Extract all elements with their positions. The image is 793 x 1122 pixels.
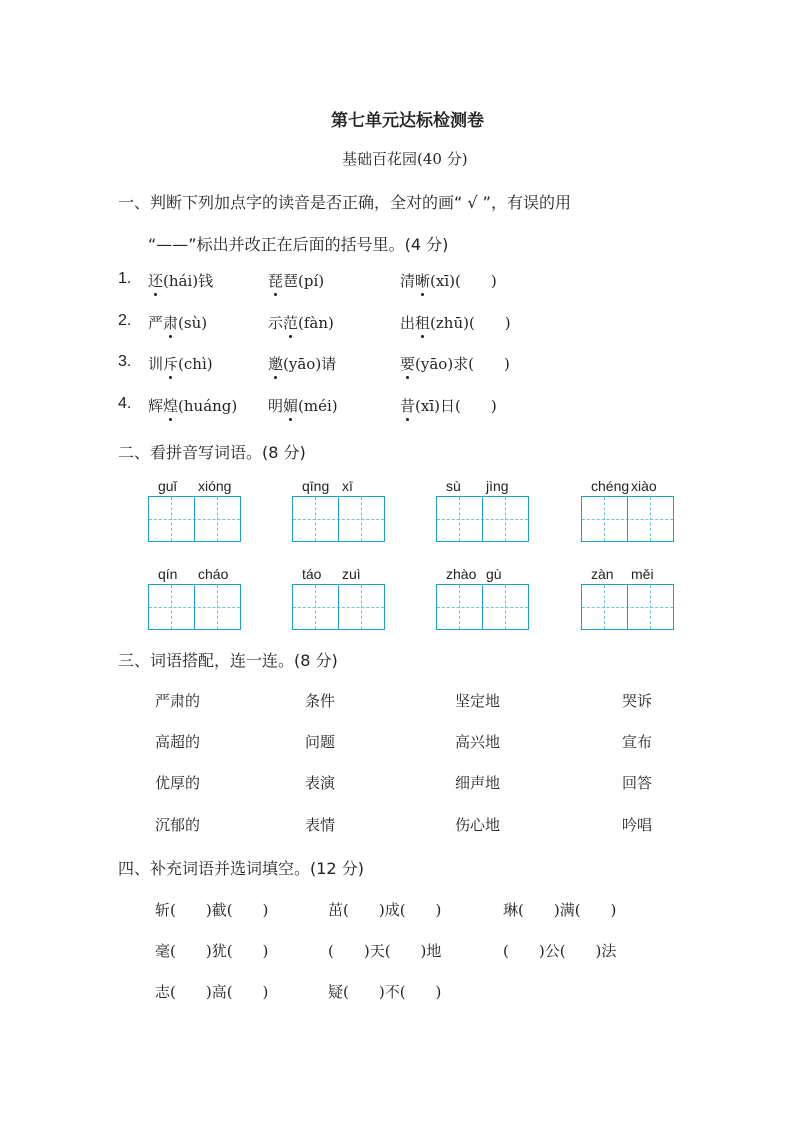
guide-line xyxy=(171,497,172,541)
match-word[interactable]: 坚定地 xyxy=(455,692,501,710)
pinyin-answer[interactable]: (chì) xyxy=(178,355,213,373)
character-writing-box[interactable] xyxy=(292,584,385,630)
pinyin-label: chéng xyxy=(591,478,630,494)
guide-line xyxy=(315,497,316,541)
pinyin-label: xióng xyxy=(198,478,232,494)
section2-heading: 二、看拼音写词语。(8 分) xyxy=(118,443,306,462)
pronunciation-item xyxy=(400,312,511,333)
pinyin-label: zhào xyxy=(446,566,477,582)
pinyin-label: qīng xyxy=(302,478,330,494)
dotted-character: 租 xyxy=(415,314,431,332)
idiom-blank[interactable]: ( )公( )法 xyxy=(503,942,617,960)
word-prefix: 示 xyxy=(268,314,284,332)
match-word[interactable]: 回答 xyxy=(622,774,653,792)
character-writing-box[interactable] xyxy=(148,584,241,630)
pinyin-answer[interactable]: (yāo)求( ) xyxy=(415,355,510,373)
box-divider xyxy=(482,497,483,541)
pronunciation-item xyxy=(268,270,324,291)
match-word[interactable]: 吟唱 xyxy=(622,816,653,834)
pinyin-answer[interactable]: (zhū)( ) xyxy=(430,314,511,332)
section4-heading: 四、补充词语并选词填空。(12 分) xyxy=(118,859,364,878)
match-word[interactable]: 条件 xyxy=(305,692,336,710)
idiom-blank[interactable]: 疑( )不( ) xyxy=(328,983,442,1001)
question-number: 3. xyxy=(118,353,132,370)
pronunciation-item xyxy=(148,270,213,291)
dotted-character: 还 xyxy=(148,272,164,290)
character-writing-box[interactable] xyxy=(436,496,529,542)
pronunciation-item xyxy=(268,395,338,416)
word-prefix: 严 xyxy=(148,314,164,332)
pronunciation-item xyxy=(148,312,207,333)
word-prefix: 辉 xyxy=(148,397,164,415)
pinyin-label: měi xyxy=(631,566,654,582)
match-word[interactable]: 哭诉 xyxy=(622,692,653,710)
match-word[interactable]: 高兴地 xyxy=(455,733,501,751)
pinyin-label: qín xyxy=(158,566,178,582)
guide-line xyxy=(604,497,605,541)
pinyin-answer[interactable]: (fàn) xyxy=(298,314,334,332)
match-word[interactable]: 伤心地 xyxy=(455,816,501,834)
pinyin-label: xiào xyxy=(631,478,657,494)
box-divider xyxy=(194,497,195,541)
pinyin-label: xī xyxy=(342,478,353,494)
question-number: 4. xyxy=(118,395,132,412)
pinyin-answer[interactable]: 琶(pí) xyxy=(283,272,325,290)
idiom-blank[interactable]: 茁( )成( ) xyxy=(328,901,442,919)
section1-heading: 一、判断下列加点字的读音是否正确，全对的画“ √ ”，有误的用 xyxy=(118,193,571,212)
match-word[interactable]: 严肃的 xyxy=(155,692,201,710)
guide-line xyxy=(505,585,506,629)
pinyin-label: táo xyxy=(302,566,322,582)
pinyin-answer[interactable]: (méi) xyxy=(298,397,338,415)
dotted-character: 琵 xyxy=(268,272,284,290)
idiom-blank[interactable]: 斩( )截( ) xyxy=(155,901,269,919)
question-number: 2. xyxy=(118,312,132,329)
pinyin-label: gù xyxy=(486,566,502,582)
dotted-character: 煌 xyxy=(163,397,179,415)
pinyin-label: guǐ xyxy=(158,478,177,494)
character-writing-box[interactable] xyxy=(436,584,529,630)
pinyin-answer[interactable]: (sù) xyxy=(178,314,208,332)
box-divider xyxy=(338,497,339,541)
word-prefix: 出 xyxy=(400,314,416,332)
box-divider xyxy=(627,497,628,541)
match-word[interactable]: 沉郁的 xyxy=(155,816,201,834)
idiom-blank[interactable]: 志( )高( ) xyxy=(155,983,269,1001)
idiom-blank[interactable]: 琳( )满( ) xyxy=(503,901,617,919)
character-writing-box[interactable] xyxy=(581,584,674,630)
pinyin-label: zàn xyxy=(591,566,614,582)
pinyin-answer[interactable]: (hái)钱 xyxy=(163,272,214,290)
pinyin-answer[interactable]: (xī)( ) xyxy=(430,272,497,290)
guide-line xyxy=(650,585,651,629)
guide-line xyxy=(650,497,651,541)
guide-line xyxy=(459,585,460,629)
idiom-blank[interactable]: 毫( )犹( ) xyxy=(155,942,269,960)
dotted-character: 斥 xyxy=(163,355,179,373)
dotted-character: 媚 xyxy=(283,397,299,415)
page-title: 第七单元达标检测卷 xyxy=(331,111,484,131)
character-writing-box[interactable] xyxy=(148,496,241,542)
pronunciation-item xyxy=(148,395,237,416)
pronunciation-item xyxy=(268,312,334,333)
character-writing-box[interactable] xyxy=(581,496,674,542)
idiom-blank[interactable]: ( )天( )地 xyxy=(328,942,442,960)
pinyin-label: sù xyxy=(446,478,461,494)
guide-line xyxy=(315,585,316,629)
box-divider xyxy=(338,585,339,629)
pinyin-answer[interactable]: (huáng) xyxy=(178,397,238,415)
match-word[interactable]: 优厚的 xyxy=(155,774,201,792)
guide-line xyxy=(604,585,605,629)
section3-heading: 三、词语搭配，连一连。(8 分) xyxy=(118,651,338,670)
dotted-character: 邀 xyxy=(268,355,284,373)
guide-line xyxy=(217,585,218,629)
guide-line xyxy=(459,497,460,541)
pronunciation-item xyxy=(400,395,497,416)
box-divider xyxy=(482,585,483,629)
question-number: 1. xyxy=(118,270,132,287)
character-writing-box[interactable] xyxy=(292,496,385,542)
pronunciation-item xyxy=(148,353,213,374)
match-word[interactable]: 问题 xyxy=(305,733,336,751)
pinyin-answer[interactable]: (yāo)请 xyxy=(283,355,337,373)
dotted-character: 要 xyxy=(400,355,416,373)
word-prefix: 训 xyxy=(148,355,164,373)
match-word[interactable]: 细声地 xyxy=(455,774,501,792)
pinyin-label: jìng xyxy=(486,478,509,494)
match-word[interactable]: 表演 xyxy=(305,774,336,792)
word-prefix: 明 xyxy=(268,397,284,415)
box-divider xyxy=(194,585,195,629)
match-word[interactable]: 宣布 xyxy=(622,733,653,751)
pronunciation-item xyxy=(400,353,510,374)
pronunciation-item xyxy=(268,353,336,374)
match-word[interactable]: 表情 xyxy=(305,816,336,834)
match-word[interactable]: 高超的 xyxy=(155,733,201,751)
pronunciation-item xyxy=(400,270,497,291)
guide-line xyxy=(217,497,218,541)
word-prefix: 清 xyxy=(400,272,416,290)
dotted-character: 范 xyxy=(283,314,299,332)
guide-line xyxy=(361,585,362,629)
dotted-character: 昔 xyxy=(400,397,416,415)
guide-line xyxy=(171,585,172,629)
box-divider xyxy=(627,585,628,629)
pinyin-label: cháo xyxy=(198,566,229,582)
pinyin-label: zuì xyxy=(342,566,361,582)
guide-line xyxy=(505,497,506,541)
pinyin-answer[interactable]: (xī)日( ) xyxy=(415,397,497,415)
guide-line xyxy=(361,497,362,541)
dotted-character: 肃 xyxy=(163,314,179,332)
section1-heading-cont: “——”标出并改正在后面的括号里。(4 分) xyxy=(148,235,449,254)
page-subtitle: 基础百花园(40 分) xyxy=(342,150,468,168)
dotted-character: 晰 xyxy=(415,272,431,290)
